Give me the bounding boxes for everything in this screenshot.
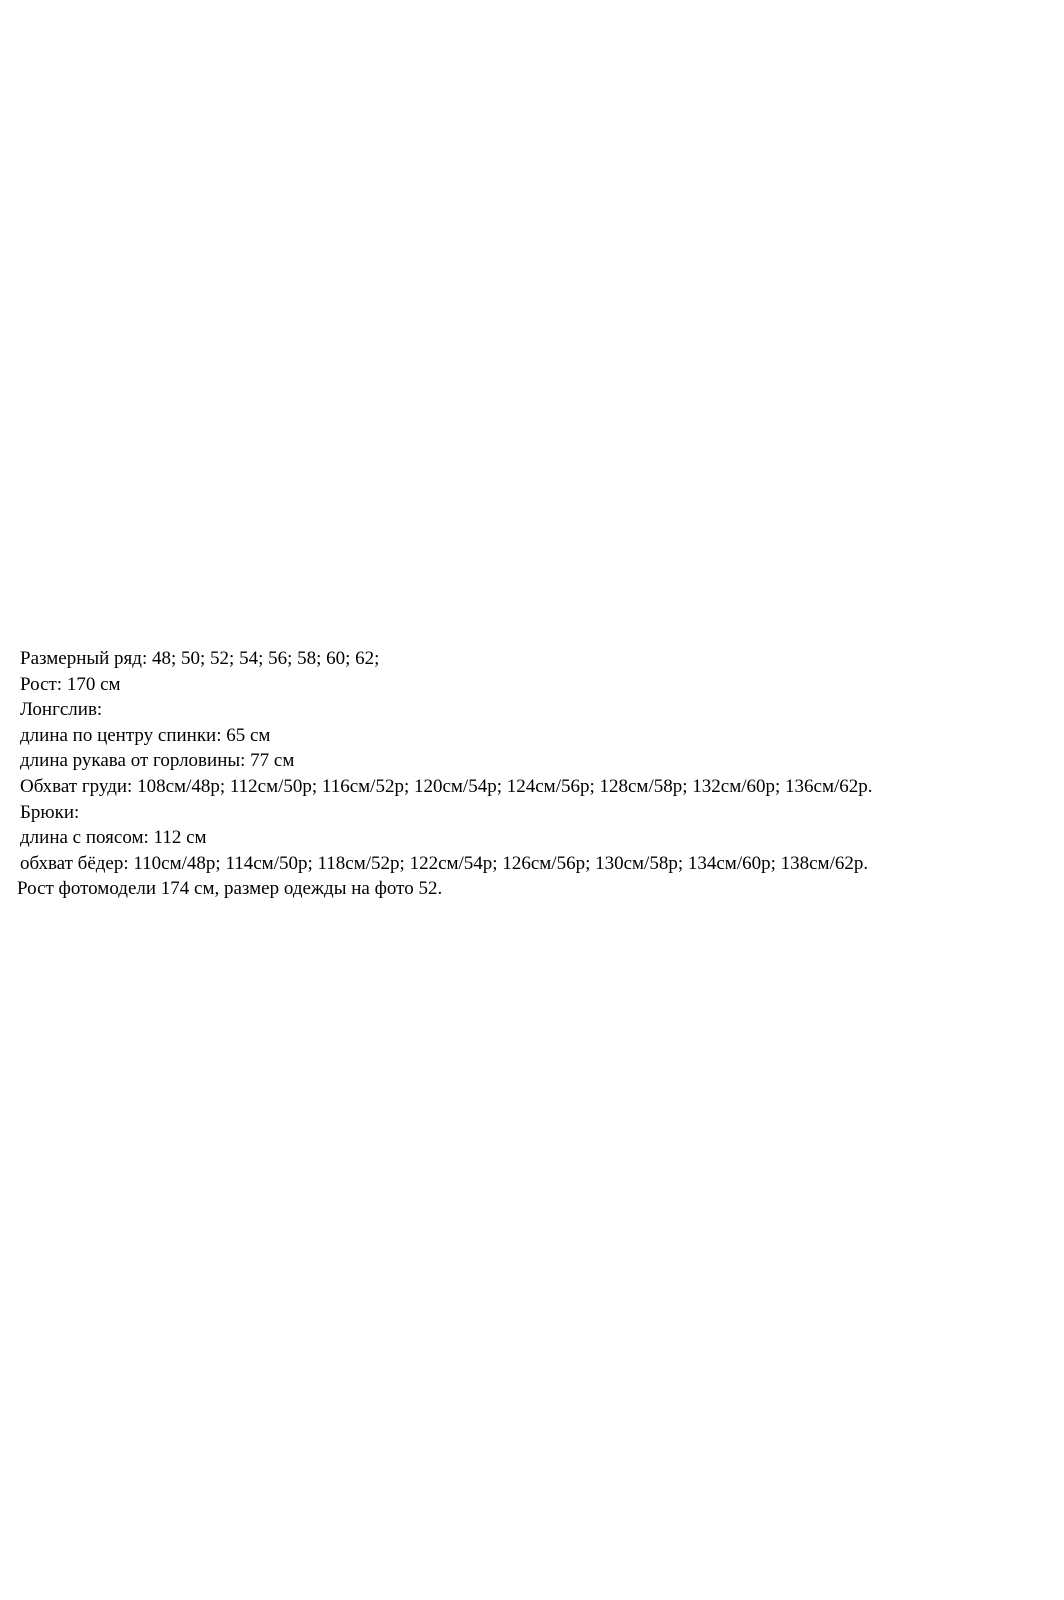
sleeve-length-line: длина рукава от горловины: 77 см [20, 750, 295, 772]
hip-girth-line: обхват бёдер: 110см/48р; 114см/50р; 118см/52р; 122см/54р; 126см/56р; 130см/58р; 134см/60р; 138см/62р. [20, 852, 869, 874]
model-info-line: Рост фотомодели 174 см, размер одежды на фото 52. [17, 878, 443, 900]
longsleeve-heading: Лонгслив: [20, 699, 103, 721]
chest-girth-line: Обхват груди: 108см/48р; 112см/50р; 116см/52р; 120см/54р; 124см/56р; 128см/58р; 132см/60р; 136см/62р. [20, 775, 873, 797]
back-length-line: длина по центру спинки: 65 см [20, 724, 271, 746]
height-line: Рост: 170 см [20, 673, 121, 695]
trousers-heading: Брюки: [20, 801, 80, 823]
trousers-length-line: длина с поясом: 112 см [20, 827, 207, 849]
size-range-line: Размерный ряд: 48; 50; 52; 54; 56; 58; 60; 62; [20, 648, 380, 669]
size-chart-text [17, 646, 1050, 902]
